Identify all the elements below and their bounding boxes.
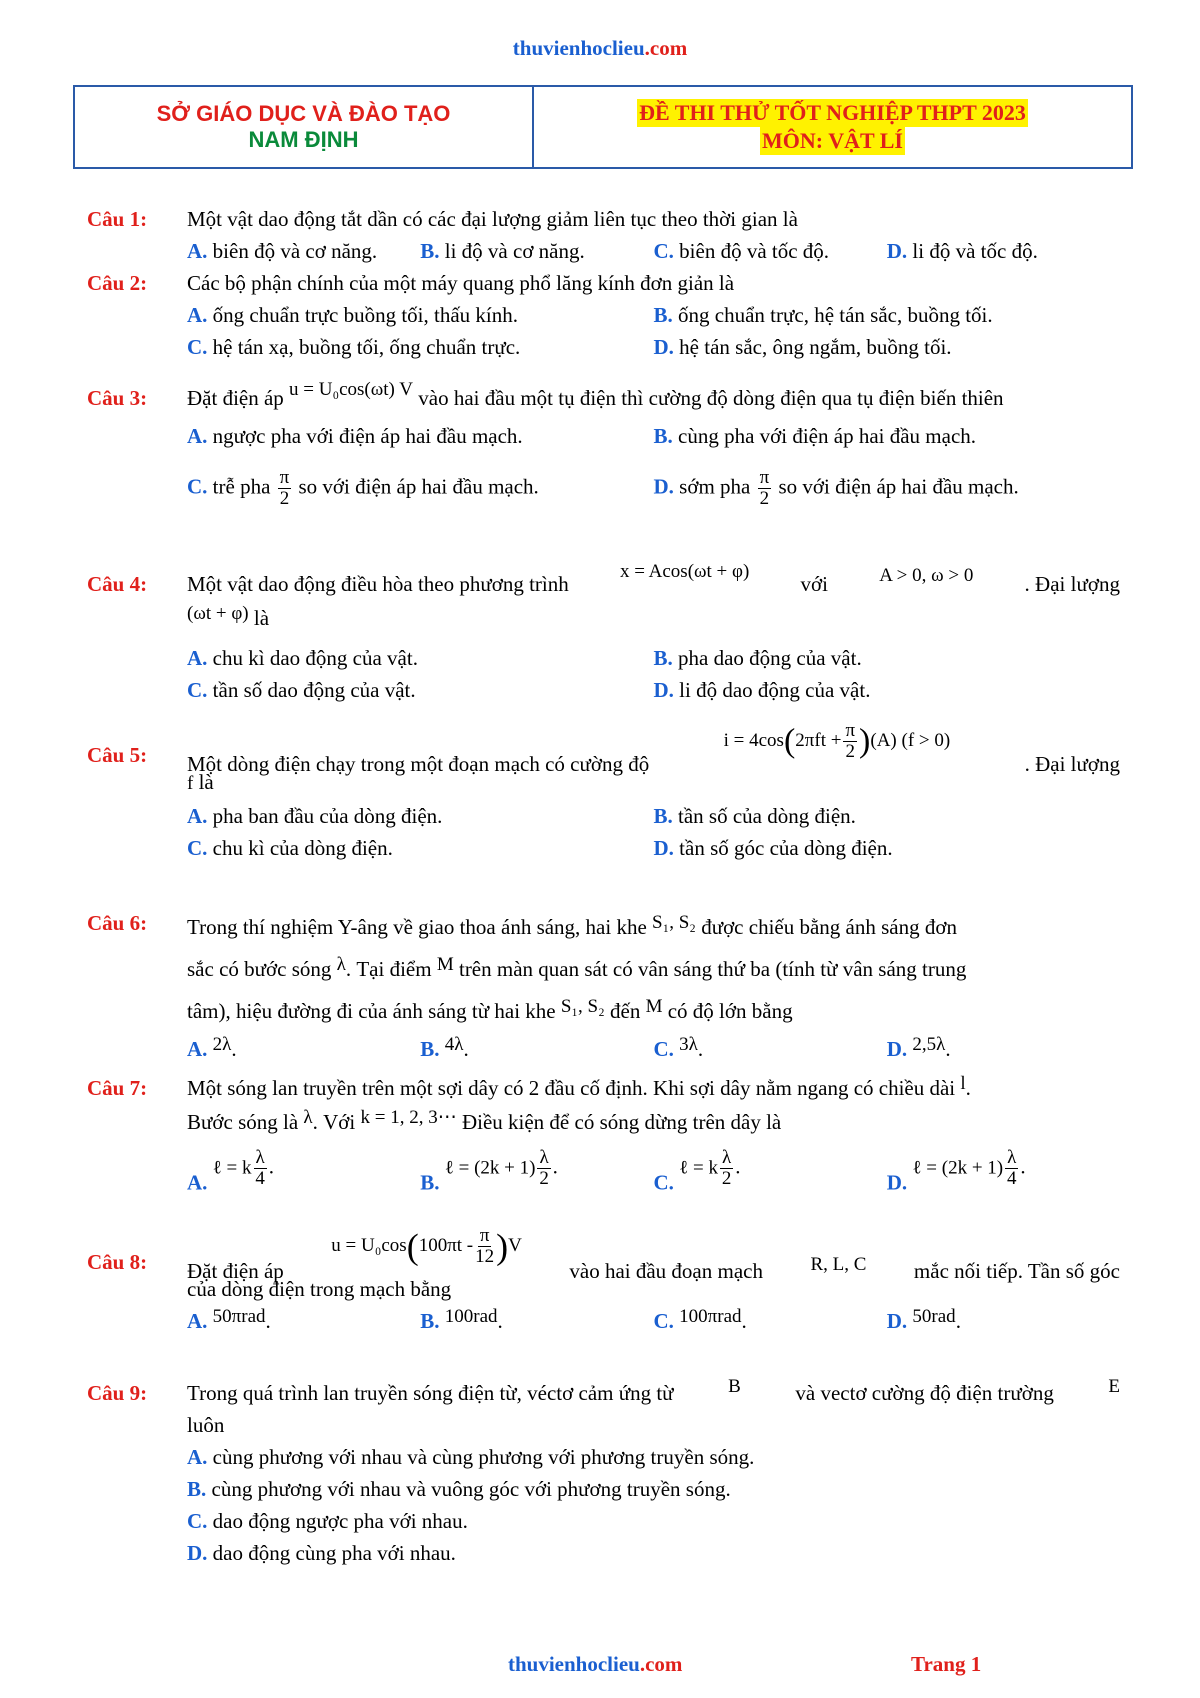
fraction: $\frac{\pi}{2}$ xyxy=(759,467,770,509)
option-d[interactable]: D. hệ tán sắc, ông ngắm, buồng tối. xyxy=(653,335,952,359)
option-d[interactable]: D. tần số góc của dòng điện. xyxy=(653,836,893,860)
option-d[interactable]: D. li độ dao động của vật. xyxy=(653,678,871,702)
question-stem-line2: của dòng điện trong mạch bằng xyxy=(187,1277,452,1301)
question-label: Câu 8: xyxy=(87,1250,148,1274)
question-stem: Đặt điện áp u = U₀cos(100πt - $\frac{\pi}{12}$ )V vào hai đầu đoạn mạch R, L, C mắc nối tiếp. Tần số góc xyxy=(187,1225,1120,1283)
question-2 xyxy=(87,267,1120,363)
option-c[interactable]: C. hệ tán xạ, buồng tối, ống chuẩn trực. xyxy=(187,335,521,359)
phase-expression: (ωt + φ) xyxy=(187,603,249,624)
option-b[interactable]: B. ống chuẩn trực, hệ tán sắc, buồng tối. xyxy=(653,303,993,327)
option-a[interactable]: A. biên độ và cơ năng. xyxy=(187,239,378,263)
option-a[interactable]: A. cùng phương với nhau và cùng phương với phương truyền sóng. xyxy=(187,1445,755,1469)
footer-site: thuvienhoclieu.com xyxy=(508,1652,683,1676)
option-b[interactable]: B. tần số của dòng điện. xyxy=(653,804,856,828)
question-label: Câu 4: xyxy=(87,572,148,596)
question-label: Câu 9: xyxy=(87,1381,148,1405)
option-c[interactable]: C. dao động ngược pha với nhau. xyxy=(187,1509,468,1533)
option-d[interactable]: D. ℓ = (2k + 1) $\frac{\lambda}{4}$ . xyxy=(886,1147,1026,1195)
question-label: Câu 7: xyxy=(87,1076,148,1100)
department-province: NAM ĐỊNH xyxy=(248,127,359,152)
variable-f: f xyxy=(187,773,194,794)
option-a[interactable]: A. 50πrad. xyxy=(187,1306,271,1333)
question-stem-line2: luôn xyxy=(187,1413,225,1437)
question-4: Câu 4: Một vật dao động điều hòa theo phương trình x = Acos(ωt + φ) với A > 0, ω > 0 . Đại lượng (ωt + φ) là A. chu kì dao động của vật. B. pha dao động của vật. C. tần số dao động của vật. D. li độ dao động của vật. xyxy=(87,568,1120,706)
department-cell xyxy=(75,87,534,167)
question-6 xyxy=(87,907,1120,1067)
question-stem-line1: Một sóng lan truyền trên một sợi dây có 2 đầu cố định. Khi sợi dây nằm ngang có chiều dài l. xyxy=(187,1073,971,1100)
question-stem: Một dòng điện chạy trong một đoạn mạch có cường độ i = 4cos(2πft + $\frac{\pi}{2}$ )(A) (f > 0) . Đại lượng xyxy=(187,720,1120,776)
option-c[interactable]: C. ℓ = k $\frac{\lambda}{2}$ . xyxy=(653,1147,741,1195)
question-stem: Đặt điện áp u = U₀cos(ωt) V vào hai đầu một tụ điện thì cường độ dòng điện qua tụ điện biến thiên xyxy=(187,379,1004,410)
question-label: Câu 5: xyxy=(87,743,148,767)
option-d[interactable]: D. dao động cùng pha với nhau. xyxy=(187,1541,456,1565)
question-3 xyxy=(87,379,1120,509)
option-d[interactable]: D. 50rad. xyxy=(886,1306,961,1333)
site-name: thuvienhoclieu xyxy=(512,36,645,60)
option-a[interactable]: A. chu kì dao động của vật. xyxy=(187,646,418,670)
option-a[interactable]: A. ℓ = k $\frac{\lambda}{4}$ . xyxy=(187,1147,274,1195)
department-name: SỞ GIÁO DỤC VÀ ĐÀO TẠO xyxy=(156,101,451,126)
option-b[interactable]: B. ℓ = (2k + 1) $\frac{\lambda}{2}$ . xyxy=(420,1147,558,1195)
question-stem-line2: Bước sóng là λ. Với k = 1, 2, 3⋯ Điều kiện để có sóng dừng trên dây là xyxy=(187,1107,782,1134)
question-5: Câu 5: Một dòng điện chạy trong một đoạn mạch có cường độ i = 4cos(2πft + $\frac{\pi}{2}$ )(A) (f > 0) . Đại lượng f là A. pha ban đầu của dòng điện. B. tần số của dòng điện. C. chu kì của dòng điện. D. tần số góc của dòng điện. xyxy=(87,739,1120,864)
option-b[interactable]: B. cùng phương với nhau và vuông góc với phương truyền sóng. xyxy=(187,1477,731,1501)
option-b[interactable]: B. 100rad. xyxy=(420,1306,503,1333)
option-b[interactable]: B. 4λ. xyxy=(420,1034,469,1061)
question-label: Câu 6: xyxy=(87,911,148,935)
condition: A > 0, ω > 0 xyxy=(879,565,974,586)
fraction: $\frac{\pi}{2}$ xyxy=(279,467,290,509)
question-8 xyxy=(87,1225,1120,1339)
exam-subject: MÔN: VẬT LÍ xyxy=(762,128,903,153)
option-a[interactable]: A. ống chuẩn trực buồng tối, thấu kính. xyxy=(187,303,519,327)
option-c[interactable]: C. 100πrad. xyxy=(653,1306,747,1333)
option-d[interactable]: D. li độ và tốc độ. xyxy=(886,239,1038,263)
site-header xyxy=(0,36,1200,61)
question-1 xyxy=(87,203,1120,267)
question-label: Câu 3: xyxy=(87,386,148,410)
page-number: Trang 1 xyxy=(911,1652,982,1676)
formula: i = 4cos(2πft + $\frac{\pi}{2}$ )(A) (f > 0) xyxy=(723,720,951,762)
option-c[interactable]: C. biên độ và tốc độ. xyxy=(653,239,830,263)
site-tld: .com xyxy=(644,36,688,60)
option-c[interactable]: C. tần số dao động của vật. xyxy=(187,678,416,702)
question-9 xyxy=(87,1377,1120,1569)
question-label: Câu 1: xyxy=(87,207,148,231)
option-c[interactable]: C. chu kì của dòng điện. xyxy=(187,836,393,860)
formula: u = U₀cos(100πt - $\frac{\pi}{12}$ )V xyxy=(331,1225,522,1267)
exam-title: ĐỀ THI THỬ TỐT NGHIỆP THPT 2023 xyxy=(639,100,1026,125)
option-b[interactable]: B. pha dao động của vật. xyxy=(653,646,862,670)
question-stem: Trong quá trình lan truyền sóng điện từ, véctơ cảm ứng từ B và vectơ cường độ điện trường E xyxy=(187,1376,1120,1405)
option-b[interactable]: B. li độ và cơ năng. xyxy=(420,239,585,263)
option-c[interactable]: C. trễ pha $\frac{\pi}{2}$ so với điện áp hai đầu mạch. xyxy=(187,467,539,509)
option-a[interactable]: A. pha ban đầu của dòng điện. xyxy=(187,804,443,828)
option-c[interactable]: C. 3λ. xyxy=(653,1034,704,1061)
option-a[interactable]: A. ngược pha với điện áp hai đầu mạch. xyxy=(187,424,523,448)
exam-title-cell xyxy=(534,87,1131,167)
question-stem-line2: sắc có bước sóng λ. Tại điểm M trên màn quan sát có vân sáng thứ ba (tính từ vân sáng trung xyxy=(187,954,967,981)
question-stem: Một vật dao động điều hòa theo phương trình x = Acos(ωt + φ) với A > 0, ω > 0 . Đại lượng xyxy=(187,568,1120,600)
question-stem: Một vật dao động tắt dần có các đại lượng giảm liên tục theo thời gian là xyxy=(187,207,798,231)
option-b[interactable]: B. cùng pha với điện áp hai đầu mạch. xyxy=(653,424,977,448)
question-stem-line3: tâm), hiệu đường đi của ánh sáng từ hai khe S₁, S₂ đến M có độ lớn bằng xyxy=(187,996,793,1023)
question-label: Câu 2: xyxy=(87,271,148,295)
question-stem-line1: Trong thí nghiệm Y-âng về giao thoa ánh sáng, hai khe S₁, S₂ được chiếu bằng ánh sáng đơn xyxy=(187,912,957,939)
formula: x = Acos(ωt + φ) xyxy=(619,561,750,582)
question-7 xyxy=(87,1072,1120,1198)
formula: u = U₀cos(ωt) V xyxy=(289,379,414,400)
exam-header-box xyxy=(73,85,1133,169)
option-d[interactable]: D. 2,5λ. xyxy=(886,1034,951,1061)
option-d[interactable]: D. sớm pha $\frac{\pi}{2}$ so với điện áp hai đầu mạch. xyxy=(653,467,1019,509)
option-a[interactable]: A. 2λ. xyxy=(187,1034,237,1061)
question-stem: Các bộ phận chính của một máy quang phổ lăng kính đơn giản là xyxy=(187,271,735,295)
